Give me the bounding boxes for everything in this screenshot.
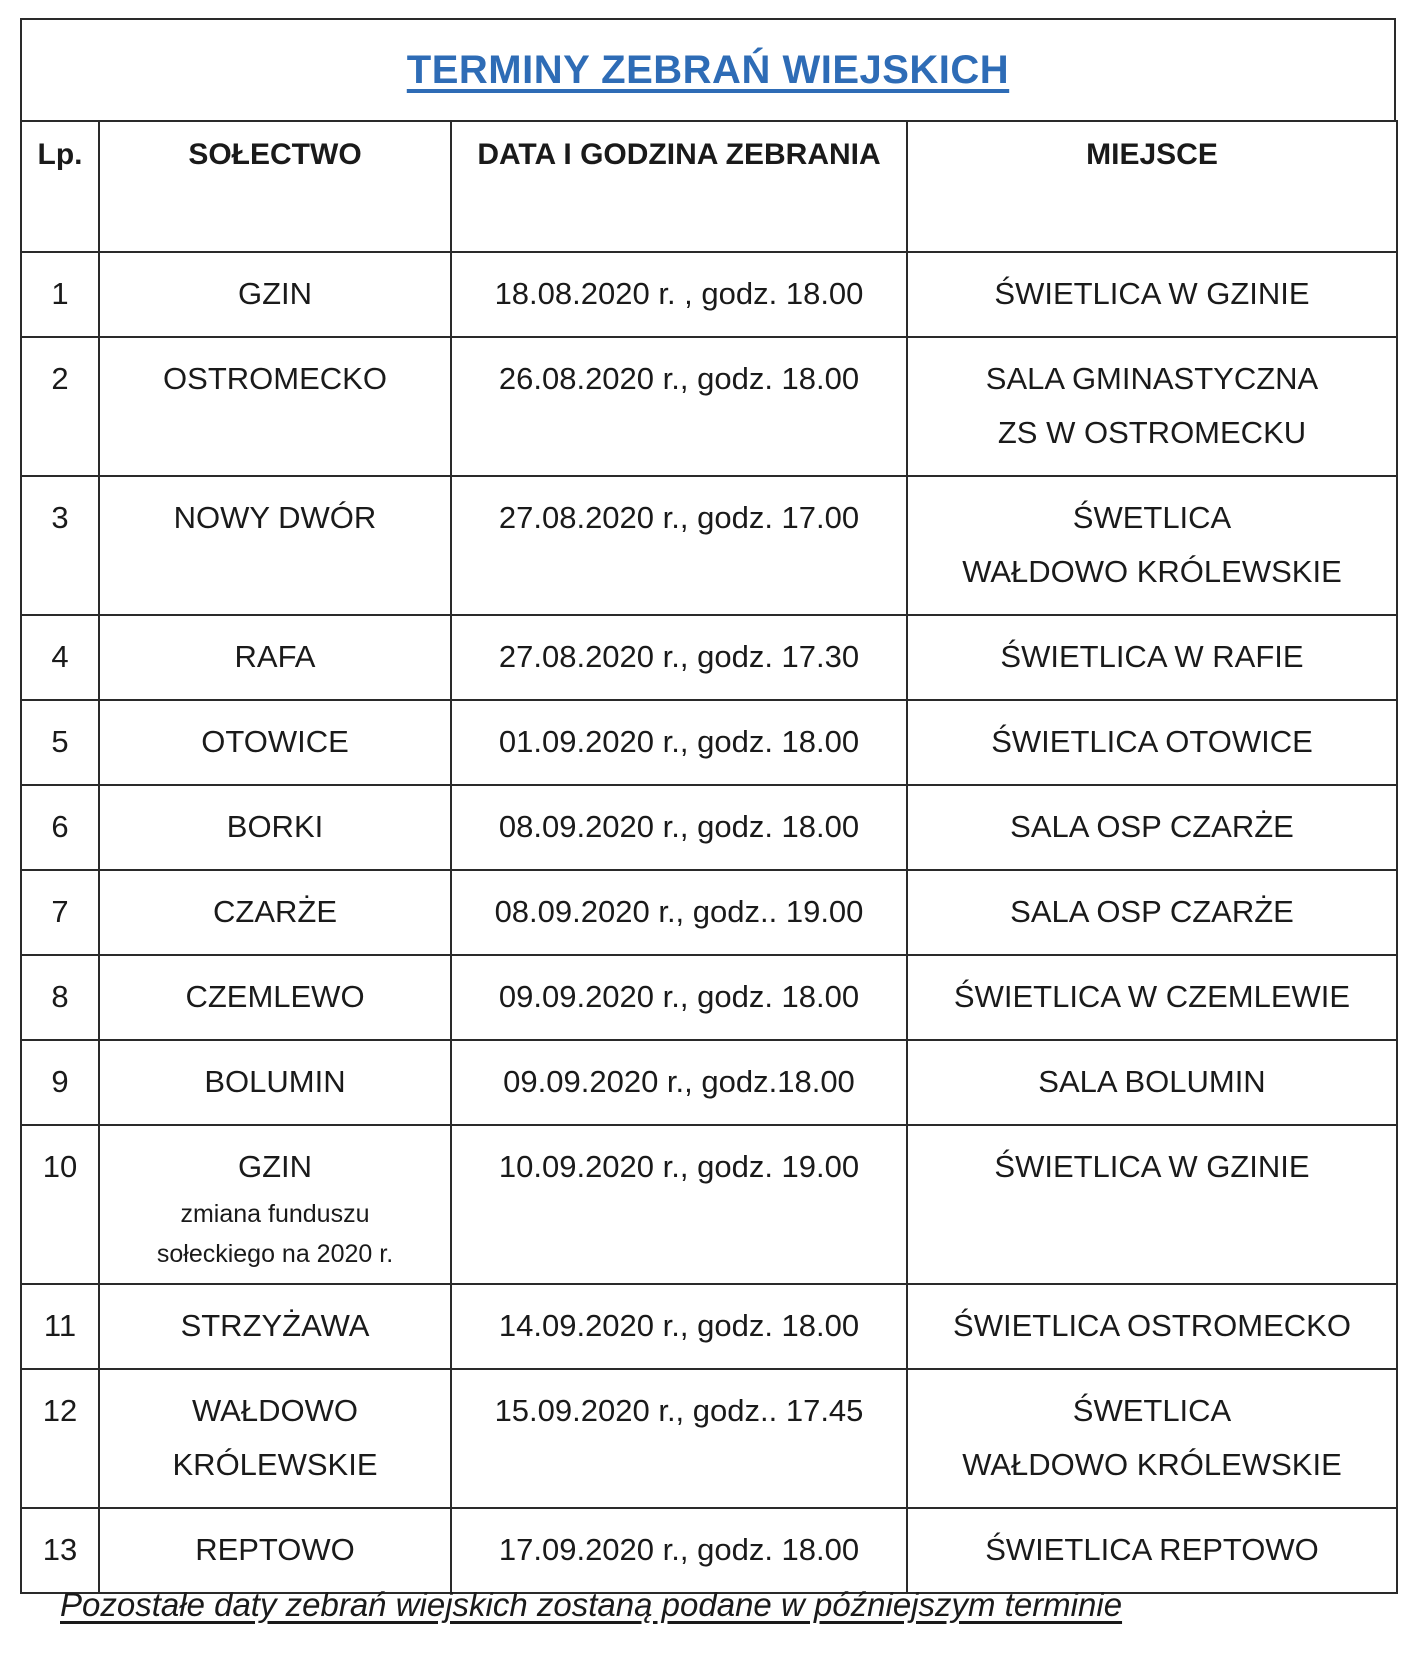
cell-miejsce: SALA OSP CZARŻE	[907, 870, 1397, 955]
cell-solectwo: REPTOWO	[99, 1508, 451, 1593]
cell-solectwo: BORKI	[99, 785, 451, 870]
cell-miejsce: ŚWIETLICA OSTROMECKO	[907, 1284, 1397, 1369]
cell-solectwo: NOWY DWÓR	[99, 476, 451, 615]
cell-lp: 7	[21, 870, 99, 955]
cell-data: 08.09.2020 r., godz. 18.00	[451, 785, 907, 870]
cell-lp: 3	[21, 476, 99, 615]
header-lp: Lp.	[21, 121, 99, 252]
cell-data: 08.09.2020 r., godz.. 19.00	[451, 870, 907, 955]
header-data-line1: DATA I GODZINA	[477, 138, 718, 171]
header-miejsce: MIEJSCE	[907, 121, 1397, 252]
cell-data: 18.08.2020 r. , godz. 18.00	[451, 252, 907, 337]
table-row	[21, 615, 1397, 700]
table-row	[21, 870, 1397, 955]
cell-lp: 12	[21, 1369, 99, 1508]
cell-data: 10.09.2020 r., godz. 19.00	[451, 1125, 907, 1284]
cell-data: 27.08.2020 r., godz. 17.00	[451, 476, 907, 615]
cell-data: 26.08.2020 r., godz. 18.00	[451, 337, 907, 476]
cell-miejsce: ŚWIETLICA OTOWICE	[907, 700, 1397, 785]
cell-miejsce: ŚWIETLICA W GZINIE	[907, 252, 1397, 337]
header-solectwo: SOŁECTWO	[99, 121, 451, 252]
cell-miejsce: SALA BOLUMIN	[907, 1040, 1397, 1125]
cell-solectwo: GZIN	[99, 252, 451, 337]
cell-lp: 11	[21, 1284, 99, 1369]
title-box	[20, 18, 1396, 120]
cell-miejsce: ŚWIETLICA W CZEMLEWIE	[907, 955, 1397, 1040]
cell-data: 14.09.2020 r., godz. 18.00	[451, 1284, 907, 1369]
cell-miejsce: ŚWETLICA WAŁDOWO KRÓLEWSKIE	[907, 1369, 1397, 1508]
table-row	[21, 337, 1397, 476]
cell-solectwo: CZEMLEWO	[99, 955, 451, 1040]
cell-solectwo: WAŁDOWO KRÓLEWSKIE	[99, 1369, 451, 1508]
table-row	[21, 476, 1397, 615]
cell-lp: 2	[21, 337, 99, 476]
table-row	[21, 1040, 1397, 1125]
table-row	[21, 700, 1397, 785]
cell-solectwo: STRZYŻAWA	[99, 1284, 451, 1369]
solectwo-note: zmiana funduszu	[180, 1200, 370, 1228]
table-row	[21, 1284, 1397, 1369]
cell-lp: 13	[21, 1508, 99, 1593]
cell-lp: 10	[21, 1125, 99, 1284]
table-row	[21, 1508, 1397, 1593]
cell-data: 17.09.2020 r., godz. 18.00	[451, 1508, 907, 1593]
cell-solectwo: BOLUMIN	[99, 1040, 451, 1125]
cell-miejsce: ŚWETLICA WAŁDOWO KRÓLEWSKIE	[907, 476, 1397, 615]
table-row	[21, 1369, 1397, 1508]
cell-miejsce: SALA OSP CZARŻE	[907, 785, 1397, 870]
cell-data: 15.09.2020 r., godz.. 17.45	[451, 1369, 907, 1508]
table-header-row	[21, 121, 1397, 252]
table-row	[21, 1125, 1397, 1284]
cell-lp: 1	[21, 252, 99, 337]
cell-solectwo: GZIN zmiana funduszu sołeckiego na 2020 r.	[99, 1125, 451, 1284]
cell-solectwo: RAFA	[99, 615, 451, 700]
cell-lp: 5	[21, 700, 99, 785]
cell-lp: 8	[21, 955, 99, 1040]
cell-solectwo: CZARŻE	[99, 870, 451, 955]
table-row	[21, 252, 1397, 337]
table-row	[21, 955, 1397, 1040]
cell-lp: 9	[21, 1040, 99, 1125]
document	[20, 18, 1396, 1594]
cell-data: 01.09.2020 r., godz. 18.00	[451, 700, 907, 785]
cell-miejsce: ŚWIETLICA REPTOWO	[907, 1508, 1397, 1593]
cell-miejsce: SALA GMINASTYCZNA ZS W OSTROMECKU	[907, 337, 1397, 476]
cell-data: 09.09.2020 r., godz. 18.00	[451, 955, 907, 1040]
cell-solectwo: OTOWICE	[99, 700, 451, 785]
footer-note: Pozostałe daty zebrań wiejskich zostaną podane w późniejszym terminie	[60, 1586, 1123, 1623]
cell-data: 09.09.2020 r., godz.18.00	[451, 1040, 907, 1125]
table-row	[21, 785, 1397, 870]
cell-data: 27.08.2020 r., godz. 17.30	[451, 615, 907, 700]
header-data	[451, 121, 907, 252]
page-title: TERMINY ZEBRAŃ WIEJSKICH	[406, 47, 1010, 92]
header-data-line2: ZEBRANIA	[725, 138, 881, 171]
cell-lp: 4	[21, 615, 99, 700]
cell-solectwo: OSTROMECKO	[99, 337, 451, 476]
cell-miejsce: ŚWIETLICA W RAFIE	[907, 615, 1397, 700]
meetings-table	[20, 120, 1398, 1594]
solectwo-note: sołeckiego na 2020 r.	[156, 1240, 394, 1268]
cell-miejsce: ŚWIETLICA W GZINIE	[907, 1125, 1397, 1284]
cell-lp: 6	[21, 785, 99, 870]
